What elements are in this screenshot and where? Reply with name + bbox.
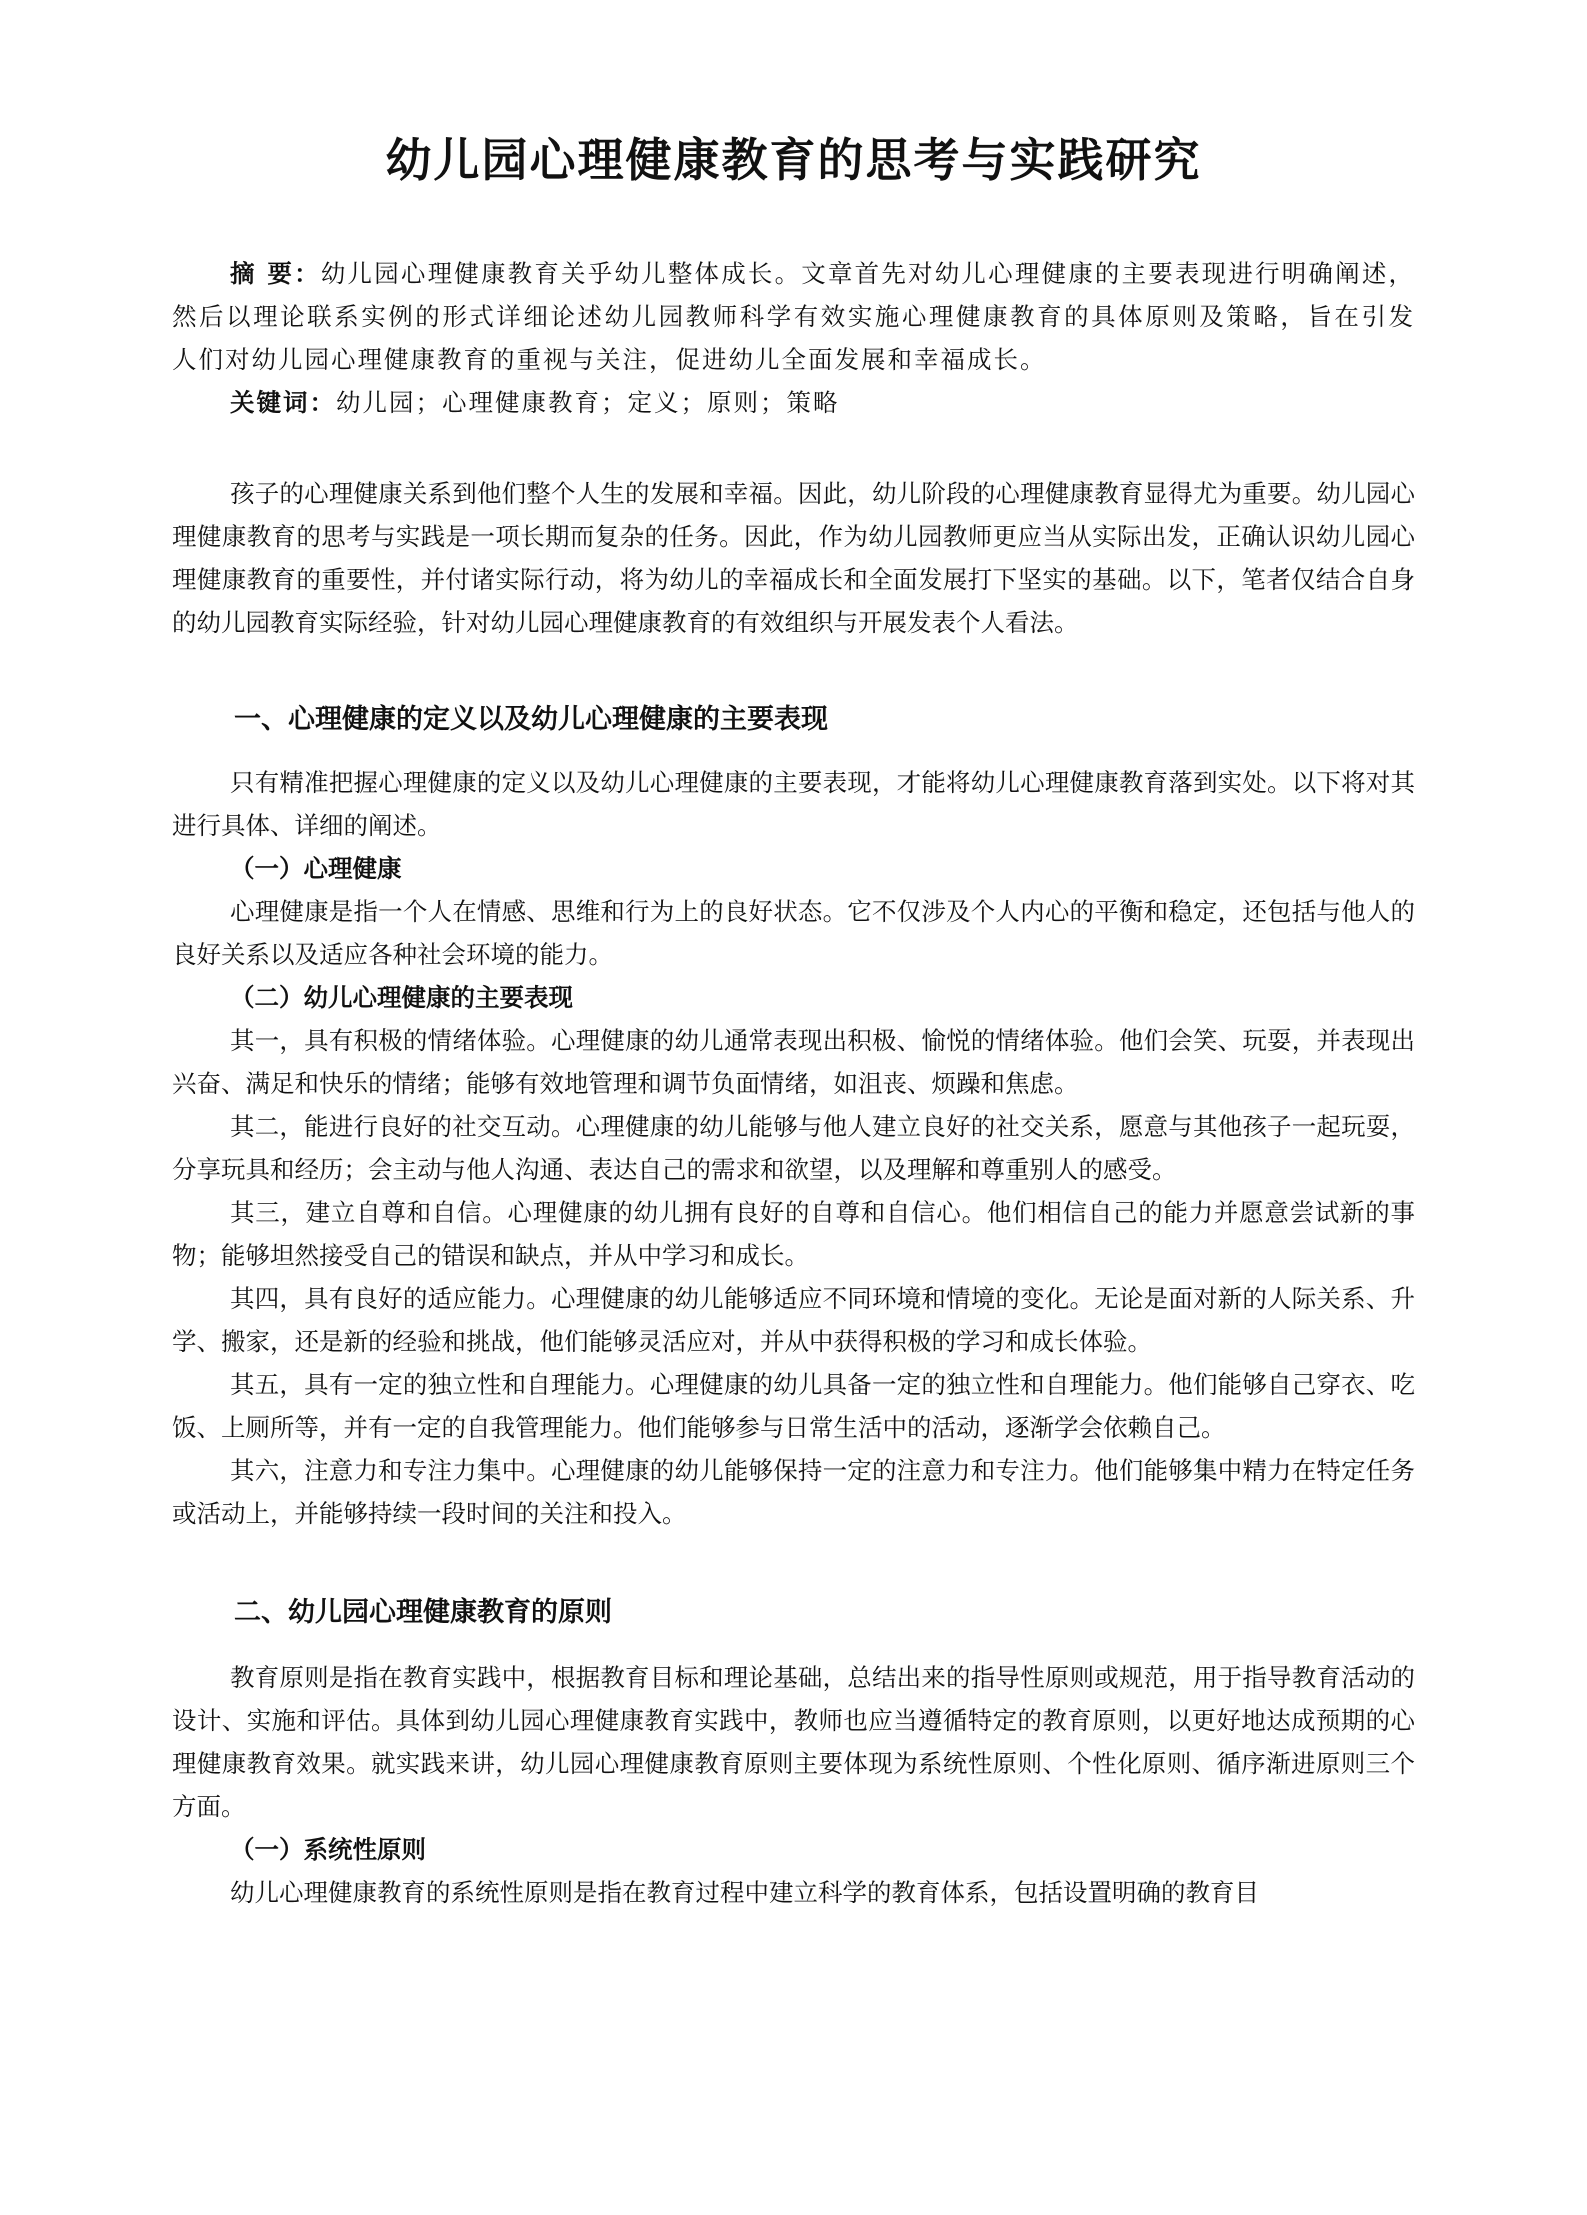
section1-sub1-text: 心理健康是指一个人在情感、思维和行为上的良好状态。它不仅涉及个人内心的平衡和稳定，还包括与他人的良好关系以及适应各种社会环境的能力。 xyxy=(172,897,1415,969)
section2-body xyxy=(172,1656,1415,1914)
intro-paragraph: 孩子的心理健康关系到他们整个人生的发展和幸福。因此，幼儿阶段的心理健康教育显得尤为重要。幼儿园心理健康教育的思考与实践是一项长期而复杂的任务。因此，作为幼儿园教师更应当从实际出发，正确认识幼儿园心理健康教育的重要性，并付诸实际行动，将为幼儿的幸福成长和全面发展打下坚实的基础。以下，笔者仅结合自身的幼儿园教育实际经验，针对幼儿园心理健康教育的有效组织与开展发表个人看法。 xyxy=(172,479,1415,637)
intro-block xyxy=(172,472,1415,644)
section1-heading: 一、心理健康的定义以及幼儿心理健康的主要表现 xyxy=(234,704,828,735)
list-item: 其四，具有良好的适应能力。心理健康的幼儿能够适应不同环境和情境的变化。无论是面对新的人际关系、升学、搬家，还是新的经验和挑战，他们能够灵活应对，并从中获得积极的学习和成长体验。 xyxy=(172,1284,1415,1356)
keywords-paragraph xyxy=(172,381,1415,424)
paper-title: 幼儿园心理健康教育的思考与实践研究 xyxy=(385,133,1202,187)
list-item: 其二，能进行良好的社交互动。心理健康的幼儿能够与他人建立良好的社交关系，愿意与其他孩子一起玩耍，分享玩具和经历；会主动与他人沟通、表达自己的需求和欲望，以及理解和尊重别人的感受。 xyxy=(172,1112,1415,1184)
abstract-label: 摘 要： xyxy=(230,259,321,288)
section2-sub1-text: 幼儿心理健康教育的系统性原则是指在教育过程中建立科学的教育体系，包括设置明确的教育目 xyxy=(230,1878,1259,1907)
list-item: 其六，注意力和专注力集中。心理健康的幼儿能够保持一定的注意力和专注力。他们能够集中精力在特定任务或活动上，并能够持续一段时间的关注和投入。 xyxy=(172,1456,1415,1528)
abstract-text: 幼儿园心理健康教育关乎幼儿整体成长。文章首先对幼儿心理健康的主要表现进行明确阐述，然后以理论联系实例的形式详细论述幼儿园教师科学有效实施心理健康教育的具体原则及策略，旨在引发人们对幼儿园心理健康教育的重视与关注，促进幼儿全面发展和幸福成长。 xyxy=(172,259,1416,374)
section2-sub1-heading: （一）系统性原则 xyxy=(230,1835,426,1864)
list-item: 其五，具有一定的独立性和自理能力。心理健康的幼儿具备一定的独立性和自理能力。他们能够自己穿衣、吃饭、上厕所等，并有一定的自我管理能力。他们能够参与日常生活中的活动，逐渐学会依赖自己。 xyxy=(172,1370,1415,1442)
section1-sub2-heading: （二）幼儿心理健康的主要表现 xyxy=(230,983,573,1012)
abstract-block xyxy=(172,252,1415,424)
section2-heading: 二、幼儿园心理健康教育的原则 xyxy=(234,1597,612,1628)
list-item: 其三，建立自尊和自信。心理健康的幼儿拥有良好的自尊和自信心。他们相信自己的能力并愿意尝试新的事物；能够坦然接受自己的错误和缺点，并从中学习和成长。 xyxy=(172,1198,1415,1270)
abstract-paragraph xyxy=(172,252,1415,381)
section1-intro: 只有精准把握心理健康的定义以及幼儿心理健康的主要表现，才能将幼儿心理健康教育落到实处。以下将对其进行具体、详细的阐述。 xyxy=(172,768,1415,840)
section1-body xyxy=(172,761,1415,1535)
section2-intro: 教育原则是指在教育实践中，根据教育目标和理论基础，总结出来的指导性原则或规范，用于指导教育活动的设计、实施和评估。具体到幼儿园心理健康教育实践中，教师也应当遵循特定的教育原则，以更好地达成预期的心理健康教育效果。就实践来讲，幼儿园心理健康教育原则主要体现为系统性原则、个性化原则、循序渐进原则三个方面。 xyxy=(172,1663,1415,1821)
keywords-label: 关键词： xyxy=(230,388,336,417)
section1-sub1-heading: （一）心理健康 xyxy=(230,854,402,883)
list-item: 其一，具有积极的情绪体验。心理健康的幼儿通常表现出积极、愉悦的情绪体验。他们会笑、玩耍，并表现出兴奋、满足和快乐的情绪；能够有效地管理和调节负面情绪，如沮丧、烦躁和焦虑。 xyxy=(172,1026,1415,1098)
keywords-text: 幼儿园；心理健康教育；定义；原则；策略 xyxy=(336,388,840,417)
